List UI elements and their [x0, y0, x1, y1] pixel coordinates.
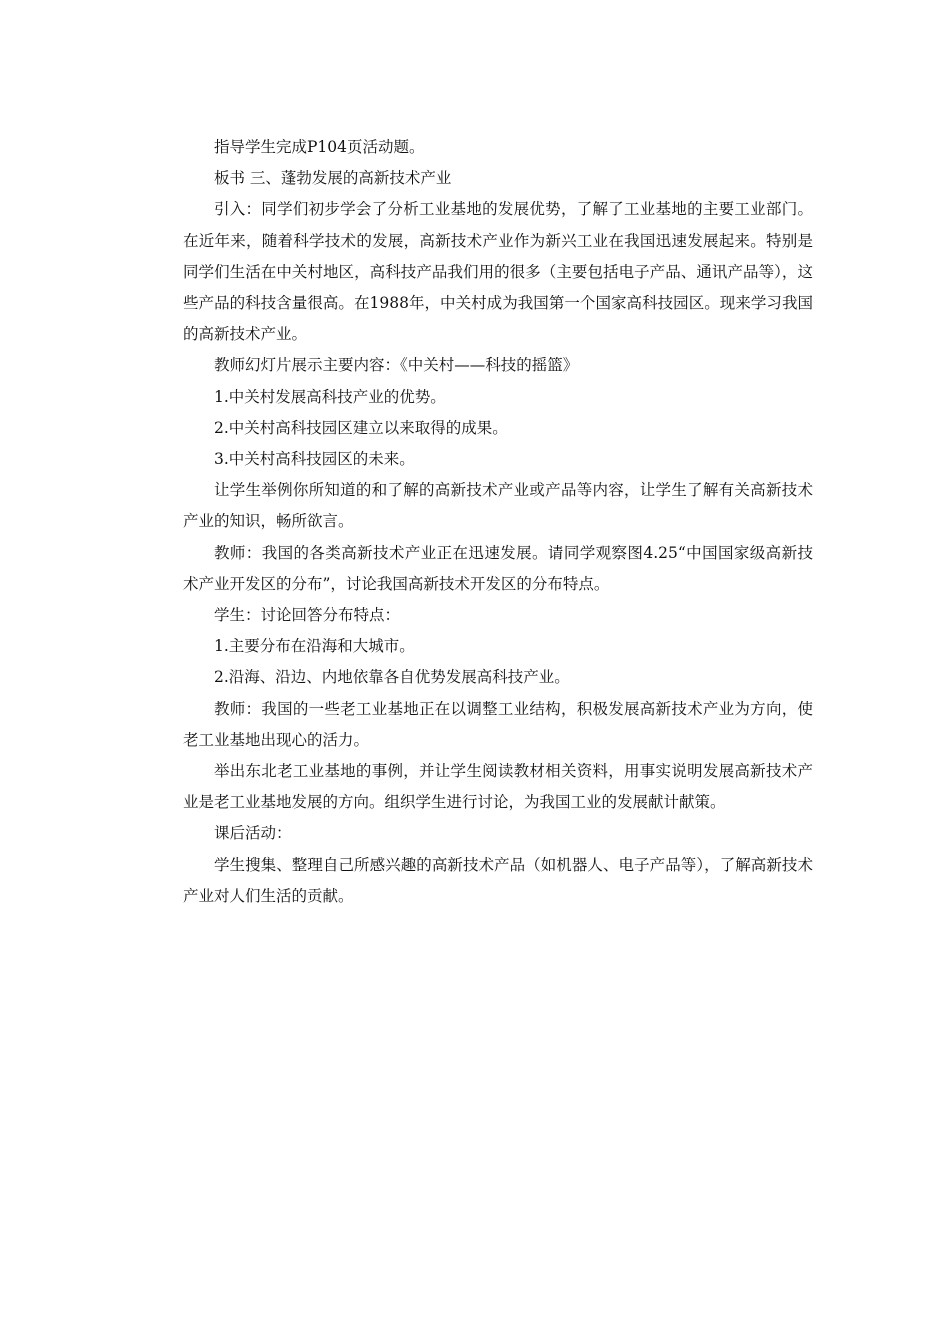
list-item-future: 3.中关村高科技园区的未来。 [214, 450, 415, 469]
paragraph-student-examples: 让学生举例你所知道的和了解的高新技术产业或产品等内容，让学生了解有关高新技术产业的知识，畅所欲言。 [183, 481, 813, 531]
paragraph-board-heading: 板书 三、蓬勃发展的高新技术产业 [214, 169, 452, 188]
paragraph-activity-instruction: 指导学生完成P104页活动题。 [214, 138, 425, 156]
paragraph-student-answer: 学生：讨论回答分布特点： [214, 606, 401, 625]
list-item-achievements: 2.中关村高科技园区建立以来取得的成果。 [214, 418, 508, 437]
paragraph-old-industrial-bases: 教师：我国的一些老工业基地正在以调整工业结构，积极发展高新技术产业为方向，使老工业基地出现心的活力。 [183, 699, 813, 749]
paragraph-introduction: 引入：同学们初步学会了分析工业基地的发展优势，了解了工业基地的主要工业部门。在近年来，随着科学技术的发展，高新技术产业作为新兴工业在我国迅速发展起来。特别是同学们生活在中关村地区，高科技产品我们用的很多（主要包括电子产品、通讯产品等），这些产品的科技含量很高。在1988年，中关村成为我国第一个国家高科技园区。现来学习我国的高新技术产业。 [183, 200, 813, 344]
list-item-advantages: 1.中关村发展高科技产业的优势。 [214, 387, 446, 406]
paragraph-slide-content: 教师幻灯片展示主要内容：《中关村——科技的摇篮》 [214, 356, 579, 375]
document-body [183, 132, 813, 912]
list-item-regional-advantages: 2.沿海、沿边、内地依靠各自优势发展高科技产业。 [214, 668, 570, 687]
paragraph-teacher-map: 教师：我国的各类高新技术产业正在迅速发展。请同学观察图4.25“中国国家级高新技术产业开发区的分布”，讨论我国高新技术开发区的分布特点。 [183, 543, 813, 593]
paragraph-northeast-example: 举出东北老工业基地的事例，并让学生阅读教材相关资料，用事实说明发展高新技术产业是老工业基地发展的方向。组织学生进行讨论，为我国工业的发展献计献策。 [183, 762, 813, 812]
paragraph-after-class-heading: 课后活动： [214, 824, 292, 843]
list-item-coastal-cities: 1.主要分布在沿海和大城市。 [214, 637, 415, 656]
paragraph-after-class-task: 学生搜集、整理自己所感兴趣的高新技术产品（如机器人、电子产品等），了解高新技术产业对人们生活的贡献。 [183, 855, 813, 905]
